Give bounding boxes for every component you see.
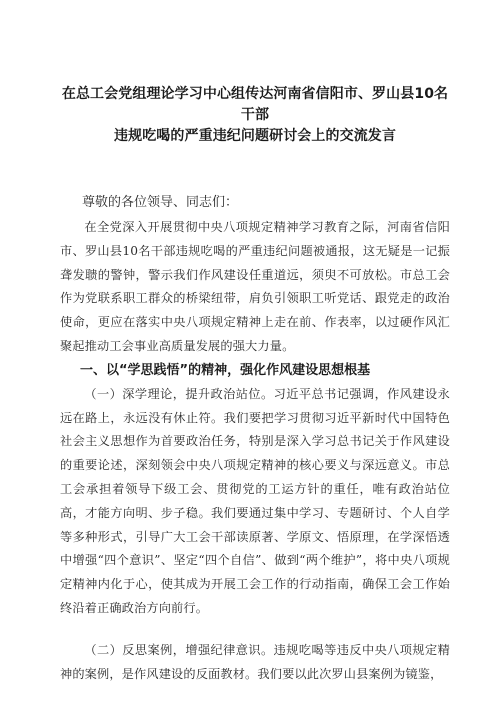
section-1-heading: 一、以“学思践悟”的精神，强化作风建设思想根基 bbox=[80, 362, 371, 378]
title-line-1: 在总工会党组理论学习中心组传达河南省信阳市、罗山县10名干部 bbox=[61, 86, 449, 123]
intro-paragraph: 在全党深入开展贯彻中央八项规定精神学习教育之际，河南省信阳市、罗山县10名干部违规吃喝的严重违纪问题被通报，这无疑是一记振聋发聩的警钟，警示我们作风建设任重道远，须臾不可放松。市总工会作为党联系职工群众的桥梁纽带，肩负引领职工听党话、跟党走的政治使命，更应在落实中央八项规定精神上走在前、作表率，以过硬作风汇聚起推动工会事业高质量发展的强大力量。 bbox=[60, 220, 450, 353]
title-line-2: 违规吃喝的严重违纪问题研讨会上的交流发言 bbox=[114, 128, 396, 144]
section-1-item-1: （一）深学理论，提升政治站位。习近平总书记强调，作风建设永远在路上，永远没有休止符。我们要把学习贯彻习近平新时代中国特色社会主义思想作为首要政治任务，特别是深入学习总书记关于作风建设的重要论述，深刻领会中央八项规定精神的核心要义与深远意义。市总工会承担着领导下级工会、贯彻党的工运方针的重任，唯有政治站位高，才能方向明、步子稳。我们要通过集中学习、专题研讨、个人自学等多种形式，引导广大工会干部读原著、学原文、悟原理，在学深悟透中增强“四个意识”、坚定“四个自信”、做到“两个维护”，将中央八项规定精神内化于心，使其成为开展工会工作的行动指南，确保工会工作始终沿着正确政治方向前行。 bbox=[60, 386, 450, 615]
document-title bbox=[60, 84, 450, 147]
section-1-item-2: （二）反思案例，增强纪律意识。违规吃喝等违反中央八项规定精神的案例，是作风建设的反面教材。我们要以此次罗山县案例为镜鉴， bbox=[60, 642, 450, 681]
salutation: 尊敬的各位领导、同志们： bbox=[82, 195, 239, 210]
